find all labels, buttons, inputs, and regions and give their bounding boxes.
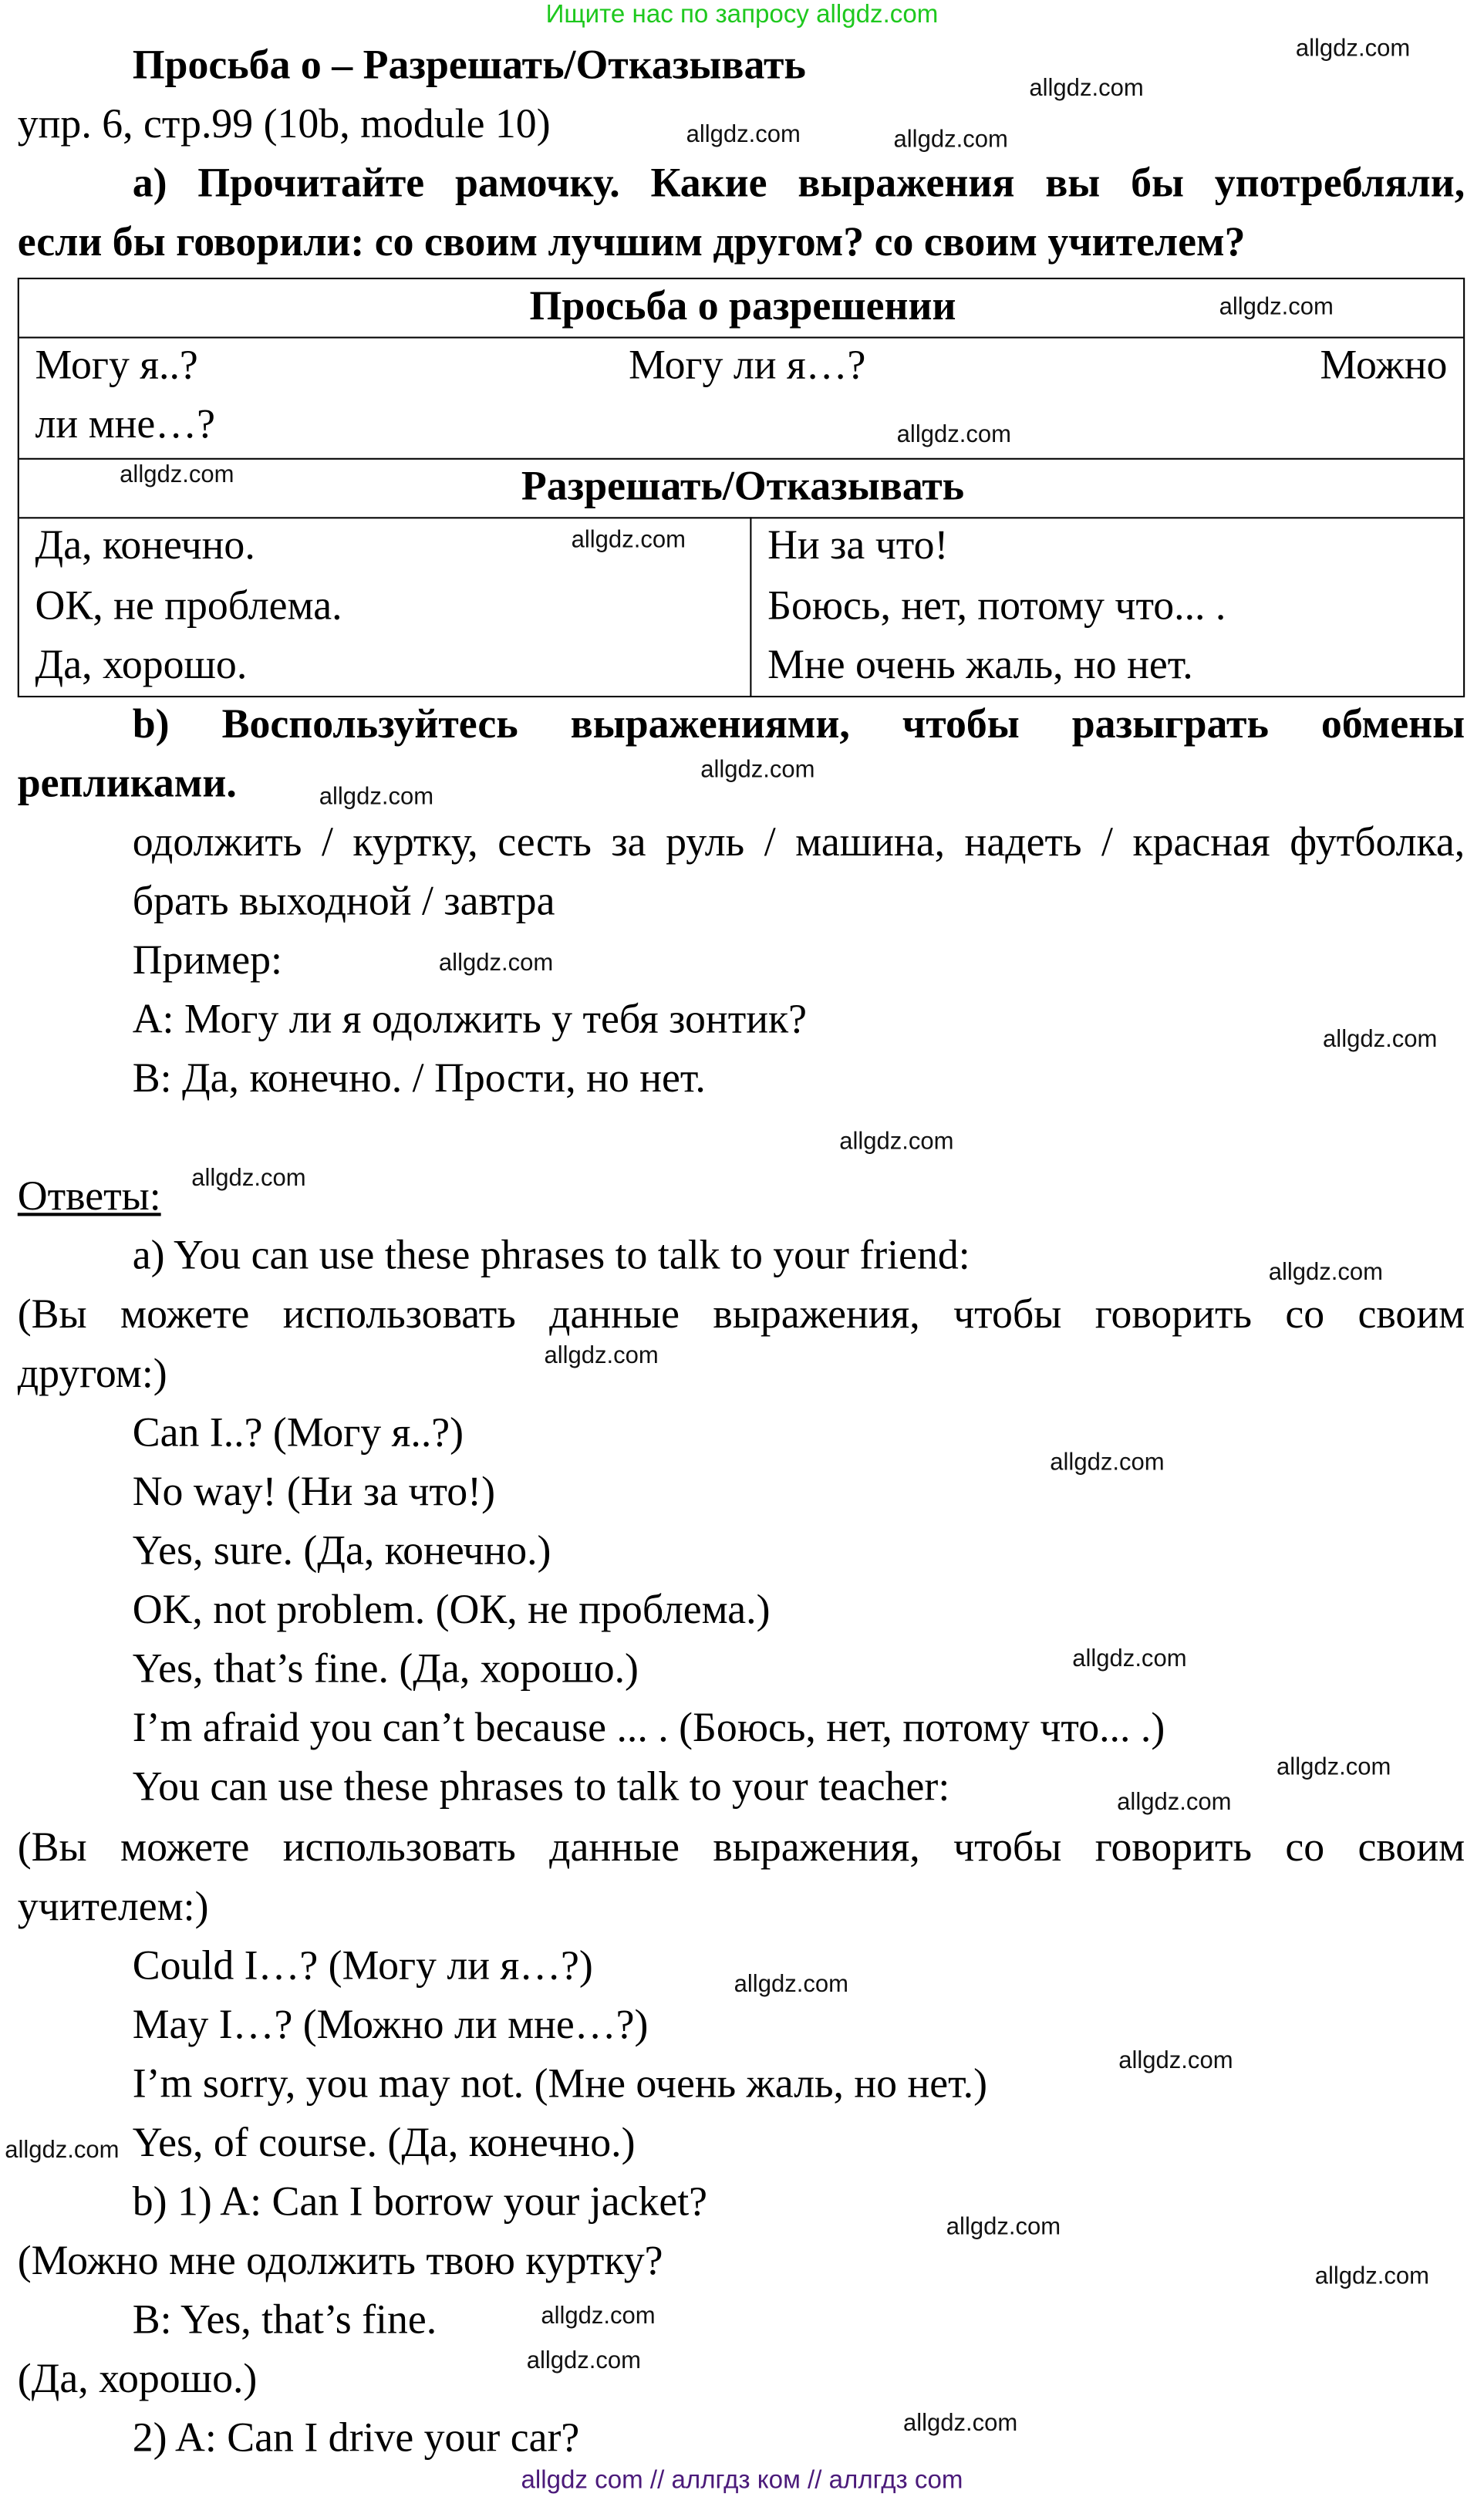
watermark: allgdz.com xyxy=(1050,1449,1165,1476)
watermark: allgdz.com xyxy=(319,783,434,811)
watermark: allgdz.com xyxy=(686,121,801,149)
example-line: B: Да, конечно. / Прости, но нет. xyxy=(132,1054,706,1102)
table-cell-refuse: Боюсь, нет, потому что... . xyxy=(767,582,1226,629)
answer-line: Can I..? (Могу я..?) xyxy=(132,1409,464,1456)
watermark: allgdz.com xyxy=(438,949,554,977)
answer-line: учителем:) xyxy=(17,1883,209,1930)
phrases-table xyxy=(18,278,1465,697)
answer-line: Yes, of course. (Да, конечно.) xyxy=(132,2119,636,2166)
prompt-line: одолжить / куртку, сесть за руль / машина, надеть / красная футболка, xyxy=(132,818,1465,865)
table-cell-allow: Да, конечно. xyxy=(35,521,255,569)
watermark: allgdz.com xyxy=(1118,2047,1233,2075)
watermark: allgdz.com xyxy=(1219,293,1334,321)
table-divider xyxy=(19,458,1463,460)
table-cell-refuse: Мне очень жаль, но нет. xyxy=(767,641,1193,688)
watermark: allgdz.com xyxy=(946,2213,1061,2241)
answer-line: b) 1) A: Can I borrow your jacket? xyxy=(132,2178,708,2225)
page-title: Просьба о – Разрешать/Отказывать xyxy=(132,41,806,88)
example-line: A: Могу ли я одолжить у тебя зонтик? xyxy=(132,995,808,1042)
answer-line: Could I…? (Могу ли я…?) xyxy=(132,1942,593,1989)
watermark: allgdz.com xyxy=(902,2409,1018,2438)
answer-line: 2) A: Can I drive your car? xyxy=(132,2414,580,2461)
watermark: allgdz.com xyxy=(191,1165,306,1193)
watermark: allgdz.com xyxy=(839,1128,954,1156)
answer-line: (Вы можете использовать данные выражения, чтобы говорить со своим xyxy=(17,1824,1465,1871)
answer-line: (Можно мне одолжить твою куртку? xyxy=(17,2237,663,2284)
table-divider xyxy=(19,337,1463,339)
answer-line: May I…? (Можно ли мне…?) xyxy=(132,2001,649,2048)
watermark: allgdz.com xyxy=(1314,2262,1430,2290)
exercise-reference: упр. 6, стр.99 (10b, module 10) xyxy=(17,100,551,147)
table-header-allow-refuse: Разрешать/Отказывать xyxy=(521,462,965,509)
watermark: allgdz.com xyxy=(526,2347,642,2375)
watermark: allgdz.com xyxy=(544,1341,659,1370)
watermark: allgdz.com xyxy=(5,2137,120,2164)
answer-line: a) You can use these phrases to talk to your friend: xyxy=(132,1232,970,1279)
answer-line: You can use these phrases to talk to your teacher: xyxy=(132,1763,950,1810)
table-cell: Могу я..? xyxy=(35,341,198,388)
answer-line: (Вы можете использовать данные выражения, чтобы говорить со своим xyxy=(17,1291,1465,1338)
table-header-permission: Просьба о разрешении xyxy=(529,282,956,329)
table-cell: Могу ли я…? xyxy=(629,341,866,388)
watermark: allgdz.com xyxy=(1117,1789,1232,1817)
answer-line: другом:) xyxy=(17,1350,167,1397)
watermark: allgdz.com xyxy=(571,526,686,554)
watermark: allgdz.com xyxy=(120,461,234,489)
footer-links[interactable]: allgdz com // аллгдз ком // аллгдз com xyxy=(521,2467,963,2495)
watermark: allgdz.com xyxy=(1277,1753,1391,1781)
watermark: allgdz.com xyxy=(893,126,1008,154)
answer-line: (Да, хорошо.) xyxy=(17,2355,258,2402)
watermark: allgdz.com xyxy=(1072,1645,1187,1673)
watermark: allgdz.com xyxy=(734,1970,848,1999)
watermark: allgdz.com xyxy=(1295,35,1411,62)
table-cell: ли мне…? xyxy=(35,400,215,447)
answer-line: I’m sorry, you may not. (Мне очень жаль, но нет.) xyxy=(132,2060,988,2107)
watermark: allgdz.com xyxy=(1323,1026,1438,1054)
task-b-line-1: b) Воспользуйтесь выражениями, чтобы разыграть обмены xyxy=(132,700,1465,747)
watermark: allgdz.com xyxy=(1268,1259,1384,1287)
table-divider xyxy=(19,517,1463,518)
task-b-line-2: репликами. xyxy=(17,759,237,806)
answers-label: Ответы: xyxy=(17,1172,161,1220)
table-cell-allow: ОК, не проблема. xyxy=(35,582,342,629)
task-a-line-2: если бы говорили: со своим лучшим другом? со своим учителем? xyxy=(17,218,1246,265)
prompt-line: брать выходной / завтра xyxy=(132,877,555,924)
watermark: allgdz.com xyxy=(700,756,815,784)
watermark: allgdz.com xyxy=(1029,75,1144,103)
table-cell-refuse: Ни за что! xyxy=(767,521,949,569)
answer-line: Yes, sure. (Да, конечно.) xyxy=(132,1527,551,1574)
answer-line: B: Yes, that’s fine. xyxy=(132,2296,437,2343)
answer-line: Yes, that’s fine. (Да, хорошо.) xyxy=(132,1645,639,1692)
watermark: allgdz.com xyxy=(896,421,1012,449)
table-divider xyxy=(750,517,751,696)
answer-line: No way! (Ни за что!) xyxy=(132,1468,496,1515)
answer-line: OK, not problem. (ОК, не проблема.) xyxy=(132,1586,771,1633)
example-label: Пример: xyxy=(132,936,283,984)
watermark: allgdz.com xyxy=(541,2303,656,2330)
header-banner[interactable]: Ищите нас по запросу allgdz.com xyxy=(545,2,939,29)
table-cell: Можно xyxy=(1320,341,1448,388)
answer-line: I’m afraid you can’t because ... . (Боюсь, нет, потому что... .) xyxy=(132,1704,1165,1751)
task-a-line-1: а) Прочитайте рамочку. Какие выражения вы бы употребляли, xyxy=(132,159,1465,206)
table-cell-allow: Да, хорошо. xyxy=(35,641,248,688)
